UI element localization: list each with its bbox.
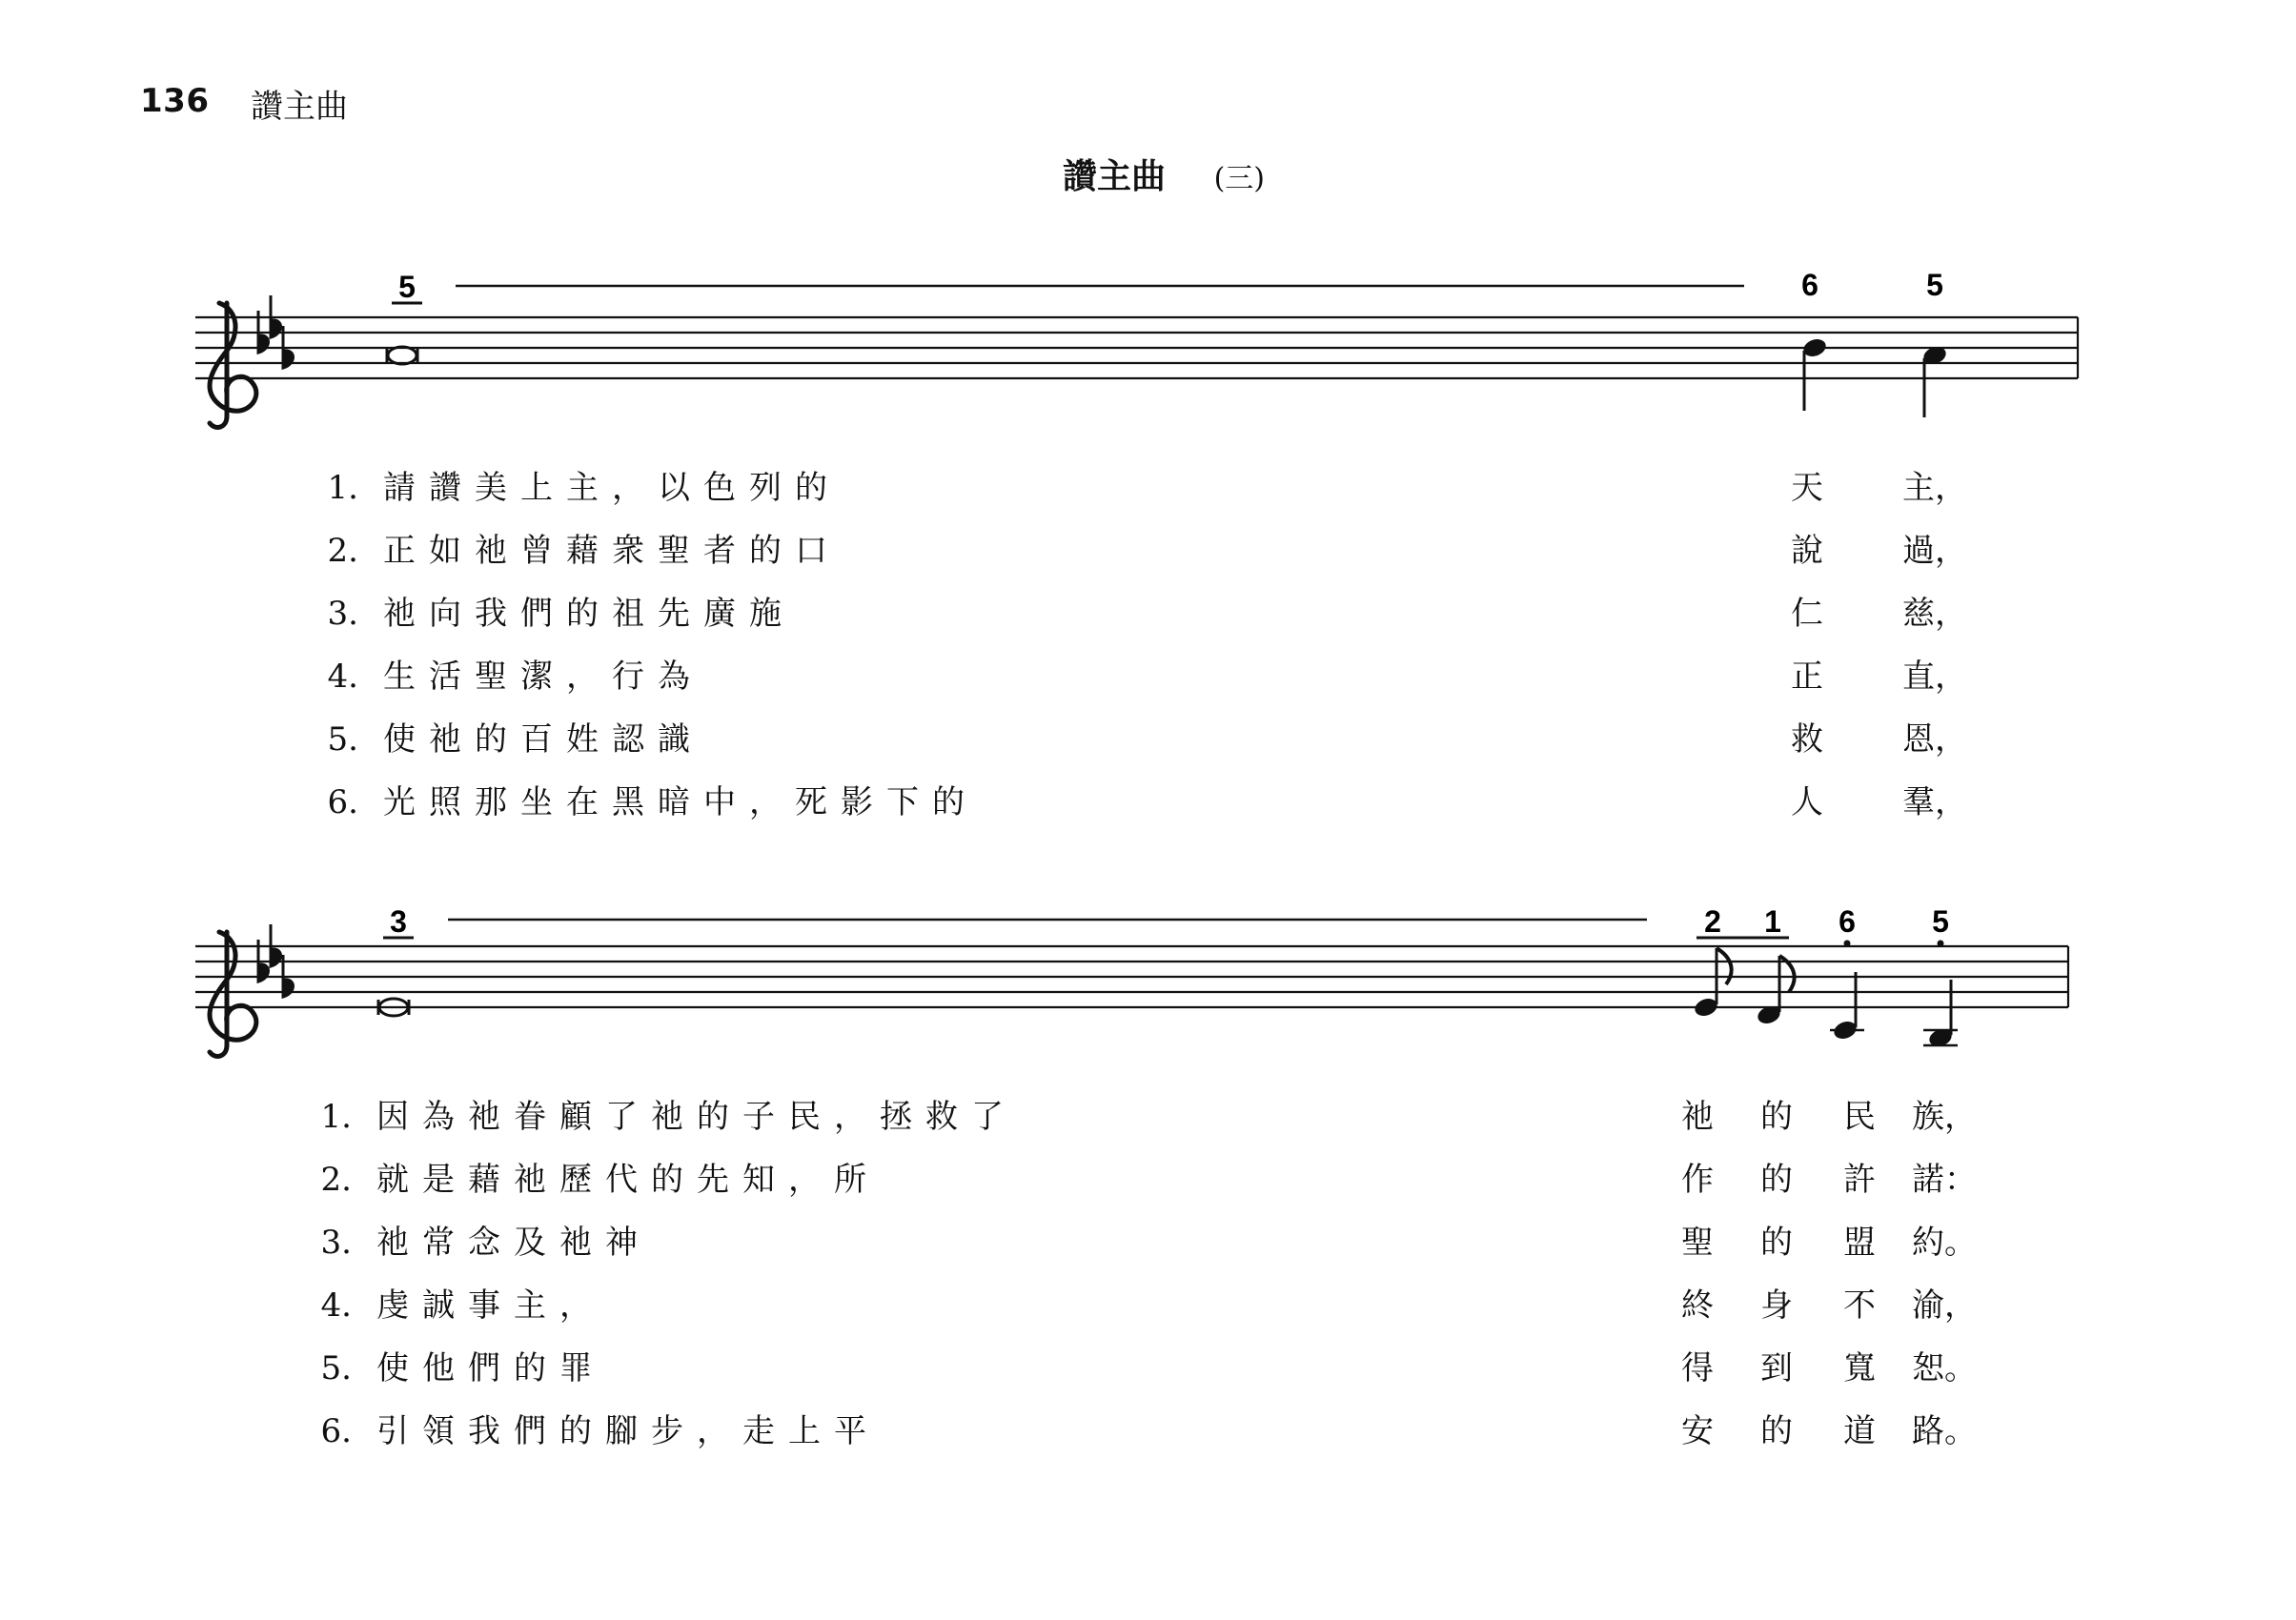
lyric-syllable: 作 <box>1681 1161 1714 1199</box>
lyric-syllable: 道 <box>1843 1412 1876 1450</box>
octave-dot <box>1844 941 1851 947</box>
note-label: 2 <box>1704 904 1721 939</box>
verse-text: 祂向我們的祖先廣施 <box>383 595 795 633</box>
verse-text: 虔誠事主， <box>376 1286 605 1325</box>
verse-text: 使祂的百姓認識 <box>383 720 703 759</box>
lyric-syllable: 慈， <box>1902 595 1967 633</box>
lyric-syllable: 羣， <box>1902 783 1967 821</box>
lyric-syllable: 安 <box>1681 1412 1714 1450</box>
verse-text: 祂常念及祂神 <box>376 1224 651 1262</box>
verse-number: 5. <box>327 720 358 759</box>
verse-number: 3. <box>327 595 358 633</box>
note-label: 5 <box>1926 268 1943 302</box>
lyric-syllable: 的 <box>1760 1224 1793 1262</box>
verse-row <box>0 1094 2296 1140</box>
verse-text: 使他們的罪 <box>376 1349 605 1387</box>
verse-text: 生活聖潔，行為 <box>383 658 703 696</box>
note-label: 6 <box>1801 268 1819 302</box>
lyric-syllable: 正 <box>1791 658 1823 696</box>
lyric-syllable: 許 <box>1843 1161 1876 1199</box>
lyric-syllable: 到 <box>1760 1349 1793 1387</box>
verse-row <box>0 1408 2296 1454</box>
verse-row <box>0 717 2296 762</box>
lyric-syllable: 民 <box>1843 1098 1876 1136</box>
verse-number: 6. <box>320 1412 352 1450</box>
verse-number: 6. <box>327 783 358 821</box>
lyric-syllable: 的 <box>1760 1412 1793 1450</box>
verse-text: 因為祂眷顧了祂的子民，拯救了 <box>376 1098 1017 1136</box>
lyric-syllable: 說 <box>1791 532 1823 570</box>
staff-lines <box>195 946 2068 1007</box>
lyric-syllable: 天 <box>1791 469 1823 507</box>
verse-row <box>0 465 2296 511</box>
running-title: 讚主曲 <box>251 88 348 126</box>
lyric-syllable: 聖 <box>1681 1224 1714 1262</box>
music-system-2 <box>0 877 2296 1077</box>
hymn-title-part: (三) <box>1213 162 1265 195</box>
verse-number: 2. <box>327 532 358 570</box>
verse-row <box>0 528 2296 574</box>
verse-row <box>0 1346 2296 1391</box>
verse-row <box>0 591 2296 637</box>
lyric-syllable: 渝， <box>1912 1286 1977 1325</box>
treble-clef-icon <box>210 932 256 1056</box>
verse-text: 正如祂曾藉衆聖者的口 <box>383 532 841 570</box>
verse-number: 2. <box>320 1161 352 1199</box>
quarter-note <box>1921 344 1948 417</box>
quarter-note <box>1923 980 1958 1049</box>
note-label: 5 <box>398 270 416 304</box>
verse-number: 4. <box>320 1286 352 1325</box>
lyric-syllable: 救 <box>1791 720 1823 759</box>
verse-number: 3. <box>320 1224 352 1262</box>
verse-row <box>0 654 2296 699</box>
lyric-syllable: 仁 <box>1791 595 1823 633</box>
verse-number: 1. <box>327 469 358 507</box>
lyric-syllable: 恩， <box>1902 720 1967 759</box>
hymn-title-main: 讚主曲 <box>1063 156 1167 196</box>
lyric-syllable: 主， <box>1902 469 1967 507</box>
verse-row <box>0 780 2296 825</box>
lyric-syllable: 祂 <box>1681 1098 1714 1136</box>
page-number: 136 <box>140 82 210 120</box>
verse-text: 引領我們的腳步，走上平 <box>376 1412 880 1450</box>
lyric-syllable: 族， <box>1912 1098 1977 1136</box>
verse-text: 光照那坐在黑暗中，死影下的 <box>383 783 978 821</box>
verse-number: 5. <box>320 1349 352 1387</box>
lyric-syllable: 身 <box>1760 1286 1793 1325</box>
verse-number: 4. <box>327 658 358 696</box>
whole-note <box>387 347 417 364</box>
quarter-note <box>1801 336 1828 411</box>
note-label: 5 <box>1932 904 1949 939</box>
lyric-syllable: 諾： <box>1912 1161 1977 1199</box>
verse-row <box>0 1283 2296 1328</box>
lyric-syllable: 恕。 <box>1912 1349 1977 1387</box>
treble-clef-icon <box>210 303 256 427</box>
verse-row <box>0 1157 2296 1203</box>
note-label: 1 <box>1764 904 1781 939</box>
octave-dot <box>1938 941 1944 947</box>
lyric-syllable: 的 <box>1760 1098 1793 1136</box>
verse-row <box>0 1220 2296 1266</box>
lyric-syllable: 不 <box>1843 1286 1876 1325</box>
lyric-syllable: 直， <box>1902 658 1967 696</box>
note-label: 3 <box>390 904 407 939</box>
lyric-syllable: 人 <box>1791 783 1823 821</box>
lyric-syllable: 寬 <box>1843 1349 1876 1387</box>
verse-text: 就是藉祂歷代的先知，所 <box>376 1161 880 1199</box>
lyric-syllable: 的 <box>1760 1161 1793 1199</box>
note-label: 6 <box>1839 904 1856 939</box>
lyric-syllable: 得 <box>1681 1349 1714 1387</box>
staff-lines <box>195 317 2078 378</box>
verse-number: 1. <box>320 1098 352 1136</box>
lyric-syllable: 過， <box>1902 532 1967 570</box>
music-system-1 <box>0 238 2296 438</box>
lyric-syllable: 盟 <box>1843 1224 1876 1262</box>
verse-text: 請讚美上主，以色列的 <box>383 469 841 507</box>
hymn-title <box>1063 150 1265 198</box>
lyric-syllable: 終 <box>1681 1286 1714 1325</box>
lyric-syllable: 路。 <box>1912 1412 1977 1450</box>
lyric-syllable: 約。 <box>1912 1224 1977 1262</box>
